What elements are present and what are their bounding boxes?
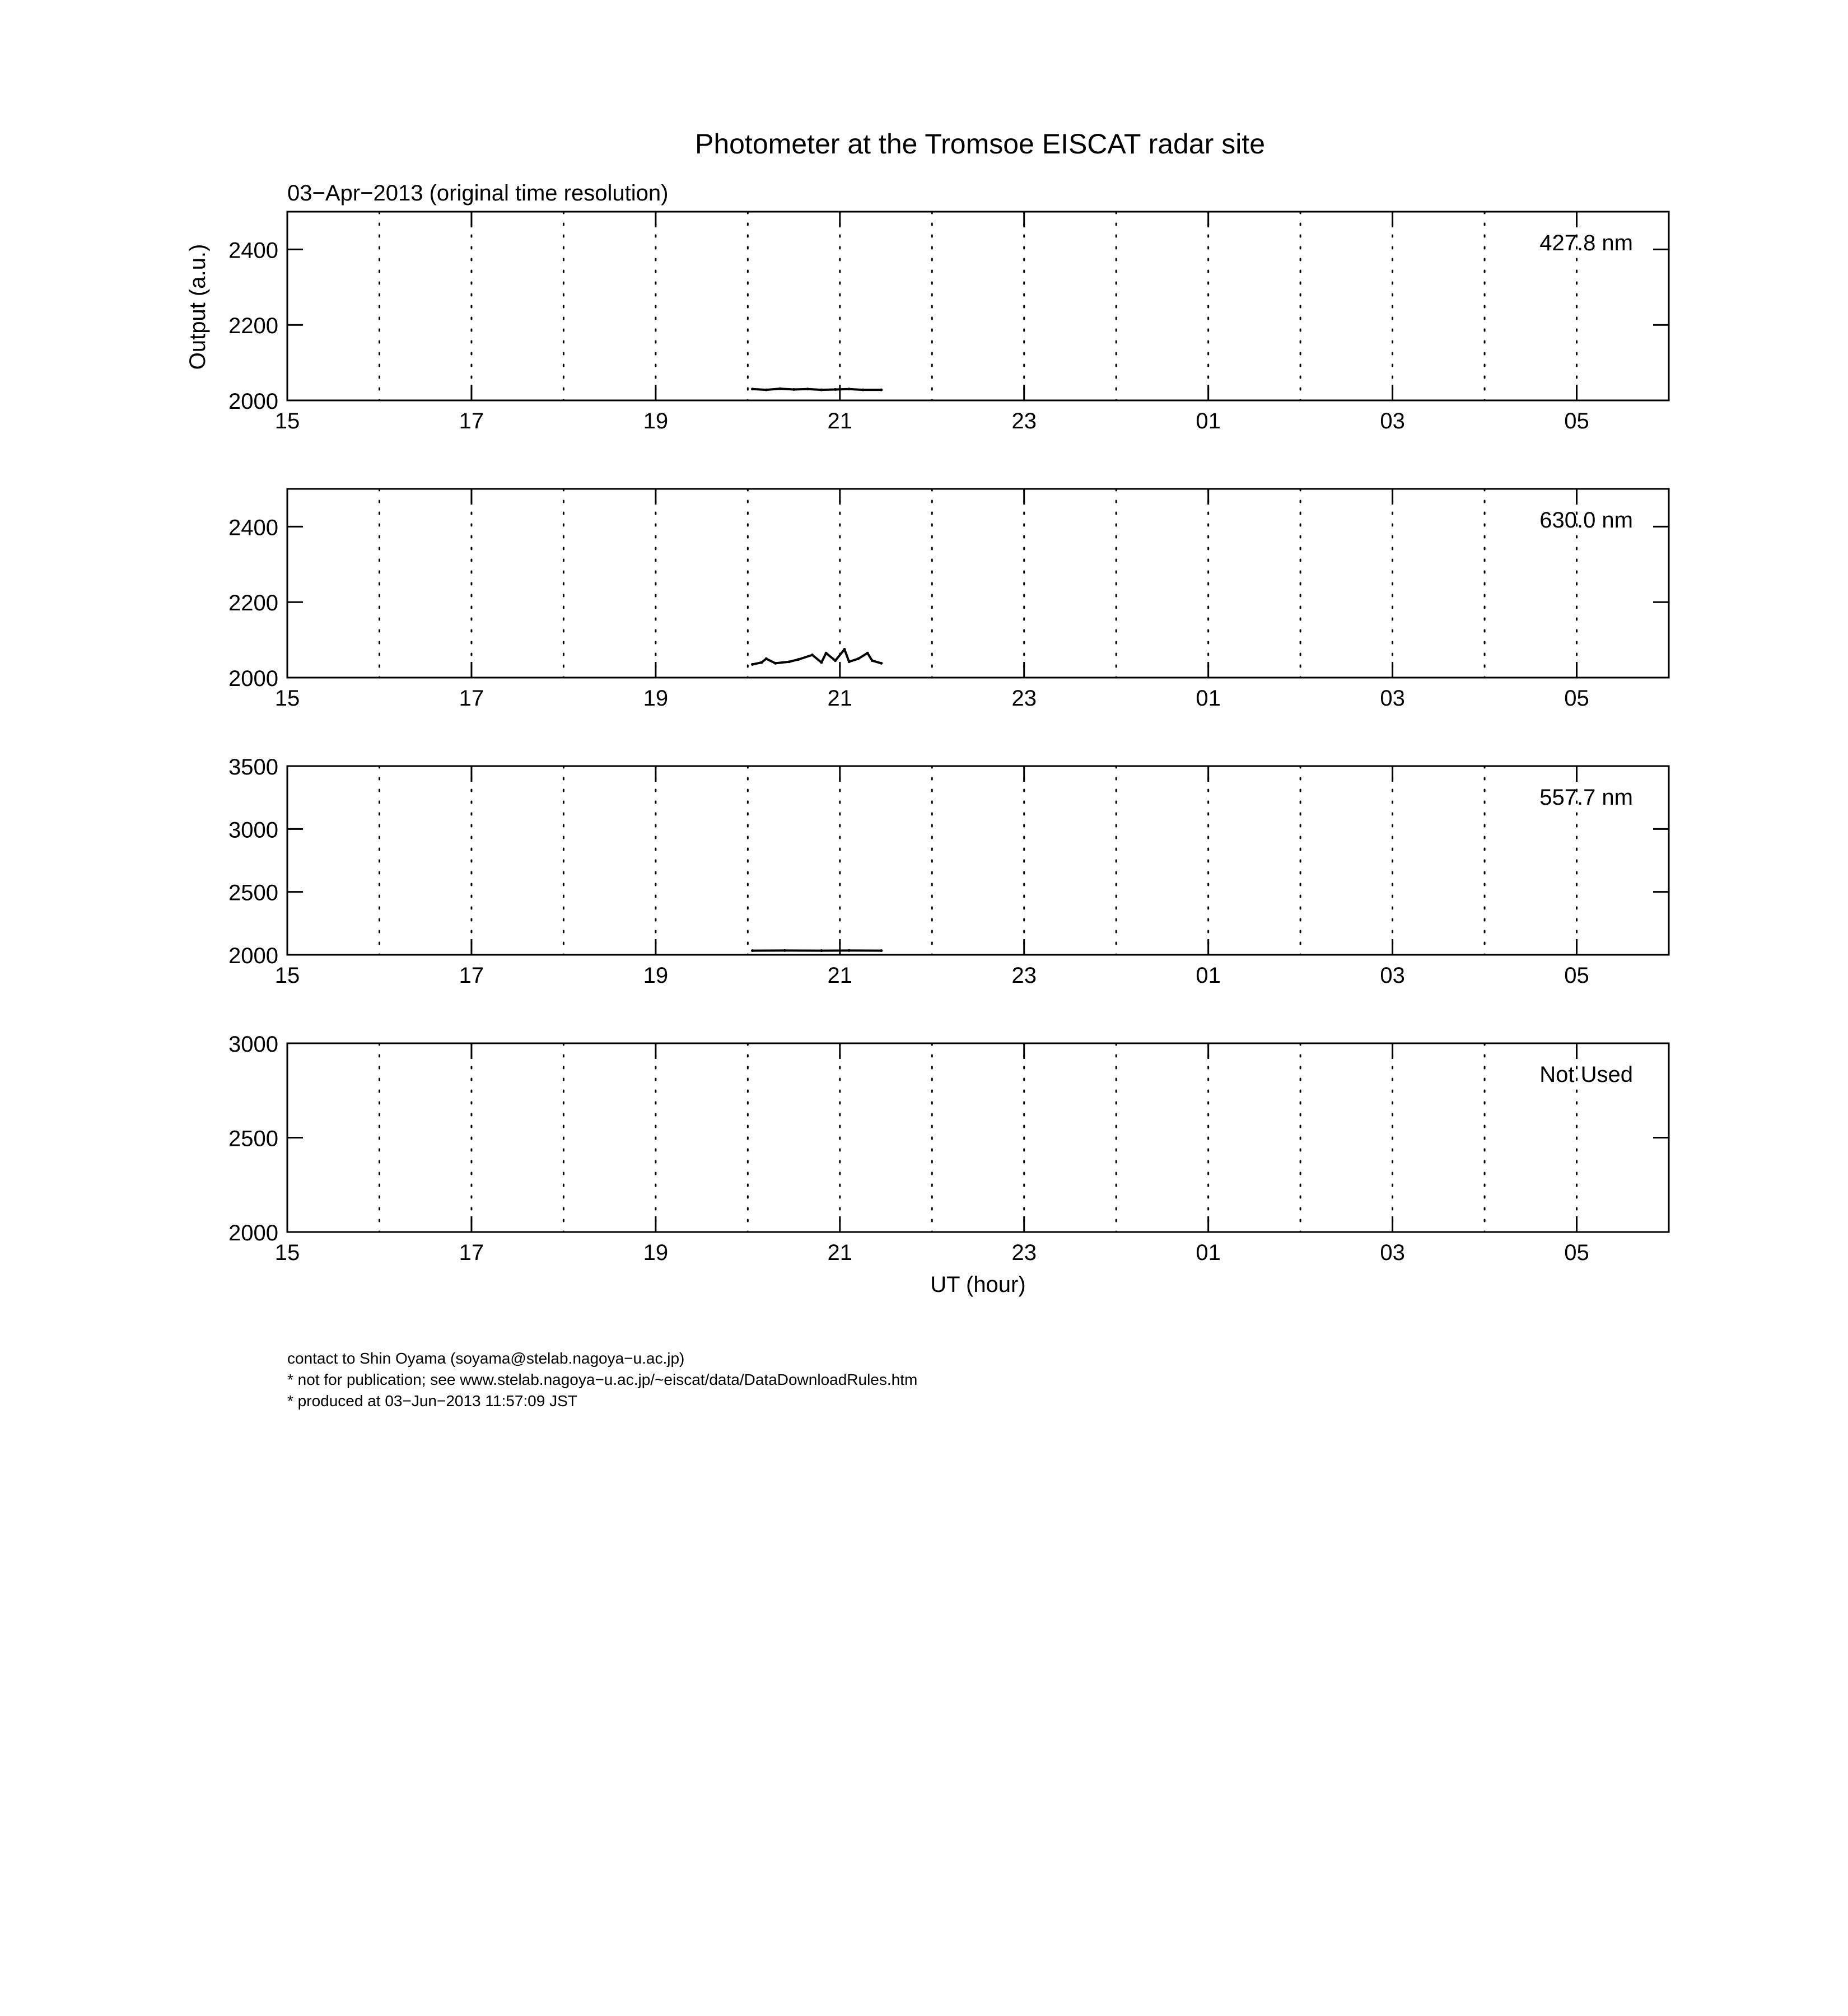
- x-tick-label: 03: [1380, 1240, 1405, 1265]
- x-tick-label: 15: [274, 963, 300, 988]
- panel-label: 427.8 nm: [1539, 231, 1633, 255]
- x-tick-label: 05: [1564, 686, 1589, 711]
- data-point: [848, 660, 851, 663]
- y-tick-label: 2000: [228, 666, 278, 691]
- panel-4: [228, 1032, 1669, 1297]
- axes-frame: [287, 1043, 1669, 1232]
- x-tick-label: 19: [643, 963, 669, 988]
- panel-1: [185, 212, 1669, 433]
- x-tick-label: 23: [1011, 963, 1037, 988]
- footer-contact: contact to Shin Oyama (soyama@stelab.nagoya−u.ac.jp): [287, 1350, 685, 1367]
- panel-label: 630.0 nm: [1539, 508, 1633, 533]
- y-tick-label: 2000: [228, 944, 278, 968]
- data-point: [857, 657, 860, 660]
- x-tick-label: 23: [1011, 409, 1037, 433]
- y-tick-label: 2500: [228, 1126, 278, 1151]
- x-tick-label: 05: [1564, 409, 1589, 433]
- data-point: [820, 949, 823, 952]
- y-tick-label: 3000: [228, 818, 278, 843]
- x-tick-label: 23: [1011, 686, 1037, 711]
- x-tick-label: 05: [1564, 1240, 1589, 1265]
- panel-3: [228, 755, 1669, 988]
- x-tick-label: 01: [1196, 1240, 1221, 1265]
- series-line-1: [753, 650, 881, 665]
- data-point: [880, 389, 883, 391]
- y-tick-label: 2400: [228, 515, 278, 540]
- data-point: [751, 949, 754, 952]
- y-axis-label: Output (a.u.): [185, 244, 210, 370]
- footer-publication-note: * not for publication; see www.stelab.nagoya−u.ac.jp/~eiscat/data/DataDownloadRules.htm: [287, 1371, 918, 1388]
- data-point: [765, 657, 768, 660]
- data-point: [880, 662, 883, 665]
- x-tick-label: 15: [274, 409, 300, 433]
- x-tick-label: 01: [1196, 963, 1221, 988]
- data-point: [774, 662, 777, 665]
- data-point: [820, 389, 823, 391]
- panel-label: Not Used: [1539, 1062, 1633, 1087]
- x-tick-label: 17: [459, 686, 484, 711]
- data-point: [848, 949, 851, 952]
- x-tick-label: 21: [827, 963, 853, 988]
- data-point: [751, 663, 754, 666]
- data-point: [797, 658, 800, 661]
- x-tick-label: 15: [274, 1240, 300, 1265]
- data-point: [765, 389, 768, 391]
- x-tick-label: 03: [1380, 686, 1405, 711]
- x-tick-label: 17: [459, 1240, 484, 1265]
- y-tick-label: 2000: [228, 1221, 278, 1245]
- panel-label: 557.7 nm: [1539, 785, 1633, 810]
- data-point: [788, 660, 791, 663]
- x-tick-label: 19: [643, 686, 669, 711]
- data-point: [825, 652, 828, 655]
- x-tick-label: 21: [827, 686, 853, 711]
- y-tick-label: 2200: [228, 591, 278, 616]
- x-tick-label: 03: [1380, 963, 1405, 988]
- data-point: [751, 388, 754, 390]
- y-tick-label: 2000: [228, 389, 278, 414]
- data-point: [866, 652, 869, 655]
- y-tick-label: 3500: [228, 755, 278, 780]
- y-tick-label: 2400: [228, 238, 278, 263]
- chart-title: Photometer at the Tromsoe EISCAT radar site: [694, 128, 1266, 160]
- data-point: [861, 389, 864, 391]
- x-tick-label: 23: [1011, 1240, 1037, 1265]
- data-point: [834, 388, 837, 391]
- data-point: [792, 388, 795, 391]
- axes-frame: [287, 212, 1669, 400]
- data-point: [820, 661, 823, 664]
- x-tick-label: 17: [459, 963, 484, 988]
- x-tick-label: 15: [274, 686, 300, 711]
- data-point: [871, 659, 874, 662]
- x-tick-label: 19: [643, 1240, 669, 1265]
- x-tick-label: 19: [643, 409, 669, 433]
- axes-frame: [287, 766, 1669, 955]
- x-tick-label: 01: [1196, 686, 1221, 711]
- axes-frame: [287, 489, 1669, 678]
- data-point: [760, 661, 763, 664]
- x-tick-label: 05: [1564, 963, 1589, 988]
- data-point: [783, 949, 786, 952]
- x-tick-label: 21: [827, 1240, 853, 1265]
- x-axis-label: UT (hour): [930, 1272, 1026, 1297]
- y-tick-label: 3000: [228, 1032, 278, 1057]
- data-point: [880, 949, 883, 952]
- y-tick-label: 2500: [228, 880, 278, 906]
- x-tick-label: 01: [1196, 409, 1221, 433]
- panels: [185, 212, 1669, 1297]
- x-tick-label: 03: [1380, 409, 1405, 433]
- chart-subtitle: 03−Apr−2013 (original time resolution): [287, 181, 669, 206]
- data-point: [834, 659, 837, 662]
- panel-2: [228, 489, 1669, 711]
- footer: [287, 1348, 917, 1412]
- data-point: [848, 388, 851, 390]
- x-tick-label: 21: [827, 409, 853, 433]
- footer-produced: * produced at 03−Jun−2013 11:57:09 JST: [287, 1392, 577, 1410]
- data-point: [778, 388, 781, 390]
- y-tick-label: 2200: [228, 314, 278, 339]
- data-point: [843, 648, 846, 651]
- data-point: [811, 654, 814, 656]
- data-point: [806, 388, 809, 390]
- x-tick-label: 17: [459, 409, 484, 433]
